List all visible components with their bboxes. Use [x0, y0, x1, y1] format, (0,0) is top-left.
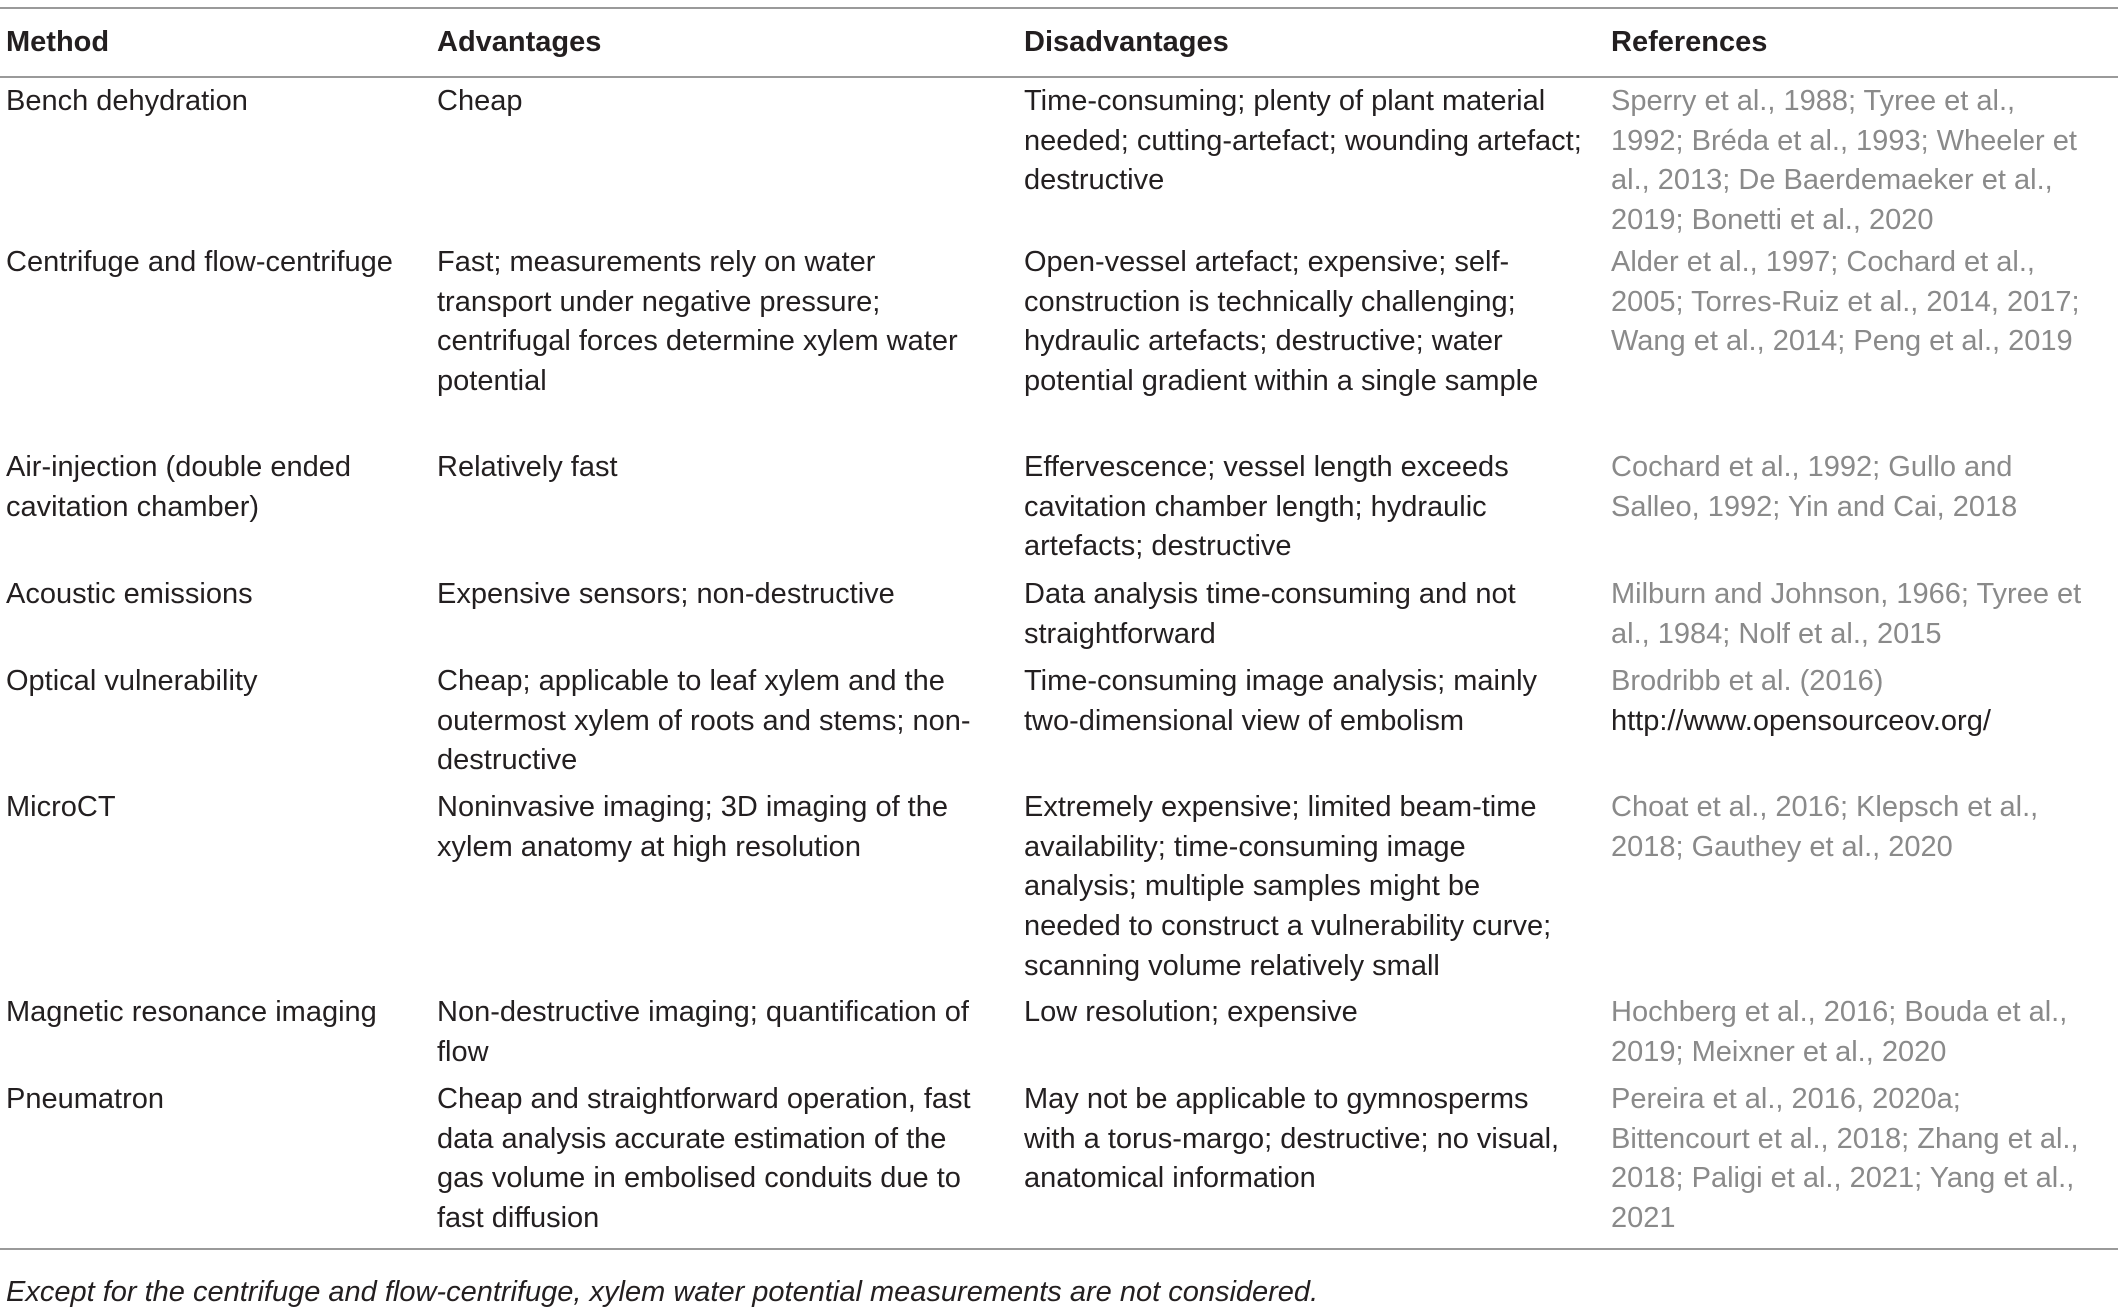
reference-url-link[interactable]: http://www.opensourceov.org/ — [1611, 704, 1991, 737]
row-references[interactable]: Milburn and Johnson, 1966; Tyree et al., 1984; Nolf et al., 2015 — [1611, 578, 2082, 650]
table-row — [0, 575, 2118, 662]
table-row — [0, 993, 2118, 1080]
row-advantages: Non-destructive imaging; quantification of flow — [437, 996, 969, 1068]
row-advantages: Cheap and straightforward operation, fast data analysis accurate estimation of the gas volume in embolised conduits due to fast diffusion — [437, 1083, 971, 1235]
row-disadvantages: Data analysis time-consuming and not straightforward — [1024, 578, 1516, 650]
row-disadvantages: Effervescence; vessel length exceeds cavitation chamber length; hydraulic artefacts; destructive — [1024, 451, 1509, 563]
table-row — [0, 448, 2118, 575]
row-advantages: Cheap; applicable to leaf xylem and the outermost xylem of roots and stems; non-destructive — [437, 665, 971, 777]
row-references — [1611, 662, 2091, 741]
table-row — [0, 78, 2118, 243]
row-method: Centrifuge and flow-centrifuge — [6, 246, 393, 278]
row-advantages: Relatively fast — [437, 451, 618, 483]
row-references[interactable]: Sperry et al., 1988; Tyree et al., 1992; Bréda et al., 1993; Wheeler et al., 2013; De Baerdemaeker et al., 2019; Bonetti et al., 2020 — [1611, 85, 2077, 237]
row-method: Bench dehydration — [6, 85, 248, 117]
table-bottom-rule — [0, 1248, 2118, 1250]
row-method: MicroCT — [6, 791, 116, 823]
methods-table — [0, 7, 2118, 1250]
header-disadvantages: Disadvantages — [1024, 26, 1229, 58]
row-method: Air-injection (double ended cavitation chamber) — [6, 451, 351, 523]
table-row — [0, 243, 2118, 448]
row-advantages: Noninvasive imaging; 3D imaging of the xylem anatomy at high resolution — [437, 791, 948, 863]
table-header-row — [0, 9, 2118, 78]
row-advantages: Cheap — [437, 85, 523, 117]
row-advantages: Expensive sensors; non-destructive — [437, 578, 895, 610]
row-advantages: Fast; measurements rely on water transport under negative pressure; centrifugal forces determine xylem water potential — [437, 246, 958, 398]
row-method: Pneumatron — [6, 1083, 164, 1115]
row-disadvantages: Time-consuming; plenty of plant material needed; cutting-artefact; wounding artefact; destructive — [1024, 85, 1582, 197]
header-references: References — [1611, 26, 1768, 58]
row-references[interactable]: Cochard et al., 1992; Gullo and Salleo, 1992; Yin and Cai, 2018 — [1611, 451, 2018, 523]
row-method: Optical vulnerability — [6, 665, 258, 697]
table-row — [0, 662, 2118, 788]
row-disadvantages: Low resolution; expensive — [1024, 996, 1358, 1028]
row-disadvantages: Open-vessel artefact; expensive; self-construction is technically challenging; hydraulic artefacts; destructive; water potential gradient within a single sample — [1024, 246, 1539, 398]
header-advantages: Advantages — [437, 26, 602, 58]
table-footnote: Except for the centrifuge and flow-centrifuge, xylem water potential measurements are not considered. — [6, 1276, 1319, 1308]
row-references[interactable]: Hochberg et al., 2016; Bouda et al., 2019; Meixner et al., 2020 — [1611, 996, 2068, 1068]
row-method: Magnetic resonance imaging — [6, 996, 377, 1028]
header-method: Method — [6, 26, 110, 58]
table-row — [0, 1080, 2118, 1248]
row-disadvantages: Time-consuming image analysis; mainly two-dimensional view of embolism — [1024, 665, 1538, 737]
row-method: Acoustic emissions — [6, 578, 253, 610]
table-row — [0, 788, 2118, 993]
reference-citation[interactable]: Brodribb et al. (2016) — [1611, 665, 1884, 697]
row-references[interactable]: Alder et al., 1997; Cochard et al., 2005; Torres-Ruiz et al., 2014, 2017; Wang et al., 2014; Peng et al., 2019 — [1611, 246, 2080, 358]
row-references[interactable]: Choat et al., 2016; Klepsch et al., 2018; Gauthey et al., 2020 — [1611, 791, 2039, 863]
row-references[interactable]: Pereira et al., 2016, 2020a; Bittencourt et al., 2018; Zhang et al., 2018; Paligi et al., 2021; Yang et al., 2021 — [1611, 1083, 2079, 1235]
row-disadvantages: May not be applicable to gymnosperms with a torus-margo; destructive; no visual, anatomical information — [1024, 1083, 1560, 1195]
row-disadvantages: Extremely expensive; limited beam-time availability; time-consuming image analysis; multiple samples might be needed to construct a vulnerability curve; scanning volume relatively small — [1024, 791, 1552, 982]
